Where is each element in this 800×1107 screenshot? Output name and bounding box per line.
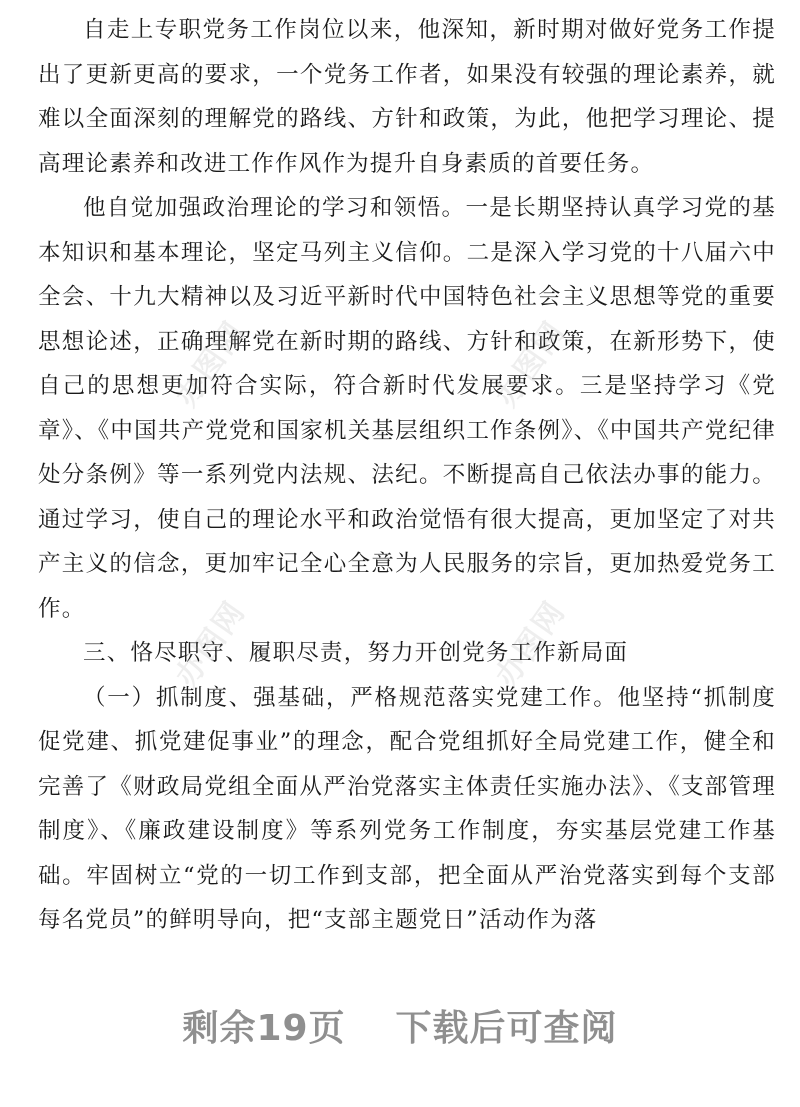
document-body [38,8,776,943]
watermark-logo: 办图网 [489,314,573,414]
watermark-logo: 办图网 [169,314,253,414]
download-to-view-label[interactable]: 下载后可查阅 [395,1008,618,1049]
download-banner[interactable] [0,1000,800,1051]
remaining-pages-label: 剩余19页 [182,1008,346,1049]
paragraph-3: （一）抓制度、强基础，严格规范落实党建工作。他坚持“抓制度促党建、抓党建促事业”的理念，配合党组抓好全局党建工作，健全和完善了《财政局党组全面从严治党落实主体责任实施办法》、《支部管理制度》、《廉政建设制度》等系列党务工作制度，夯实基层党建工作基础。牢固树立“党的一切工作到支部，把全面从严治党落实到每个支部每名党员”的鲜明导向，把“支部主题党日”活动作为落 [38,684,776,933]
watermark-logo: 办图网 [169,594,253,694]
watermark-logo: 办图网 [489,594,573,694]
paragraph-2: 他自觉加强政治理论的学习和领悟。一是长期坚持认真学习党的基本知识和基本理论，坚定马列主义信仰。二是深入学习党的十八届六中全会、十九大精神以及习近平新时代中国特色社会主义思想等党的重要思想论述，正确理解党在新时期的路线、方针和政策，在新形势下，使自己的思想更加符合实际，符合新时代发展要求。三是坚持学习《党章》、《中国共产党党和国家机关基层组织工作条例》、《中国共产党纪律处分条例》等一系列党内法规、法纪。不断提高自己依法办事的能力。通过学习，使自己的理论水平和政治觉悟有很大提高，更加坚定了对共产主义的信念，更加牢记全心全意为人民服务的宗旨，更加热爱党务工作。 [38,195,776,622]
paragraph-1: 自走上专职党务工作岗位以来，他深知，新时期对做好党务工作提出了更新更高的要求，一个党务工作者，如果没有较强的理论素养，就难以全面深刻的理解党的路线、方针和政策，为此，他把学习理论、提高理论素养和改进工作作风作为提升自身素质的首要任务。 [38,17,776,177]
section-heading: 三、恪尽职守、履职尽责，努力开创党务工作新局面 [83,640,629,666]
